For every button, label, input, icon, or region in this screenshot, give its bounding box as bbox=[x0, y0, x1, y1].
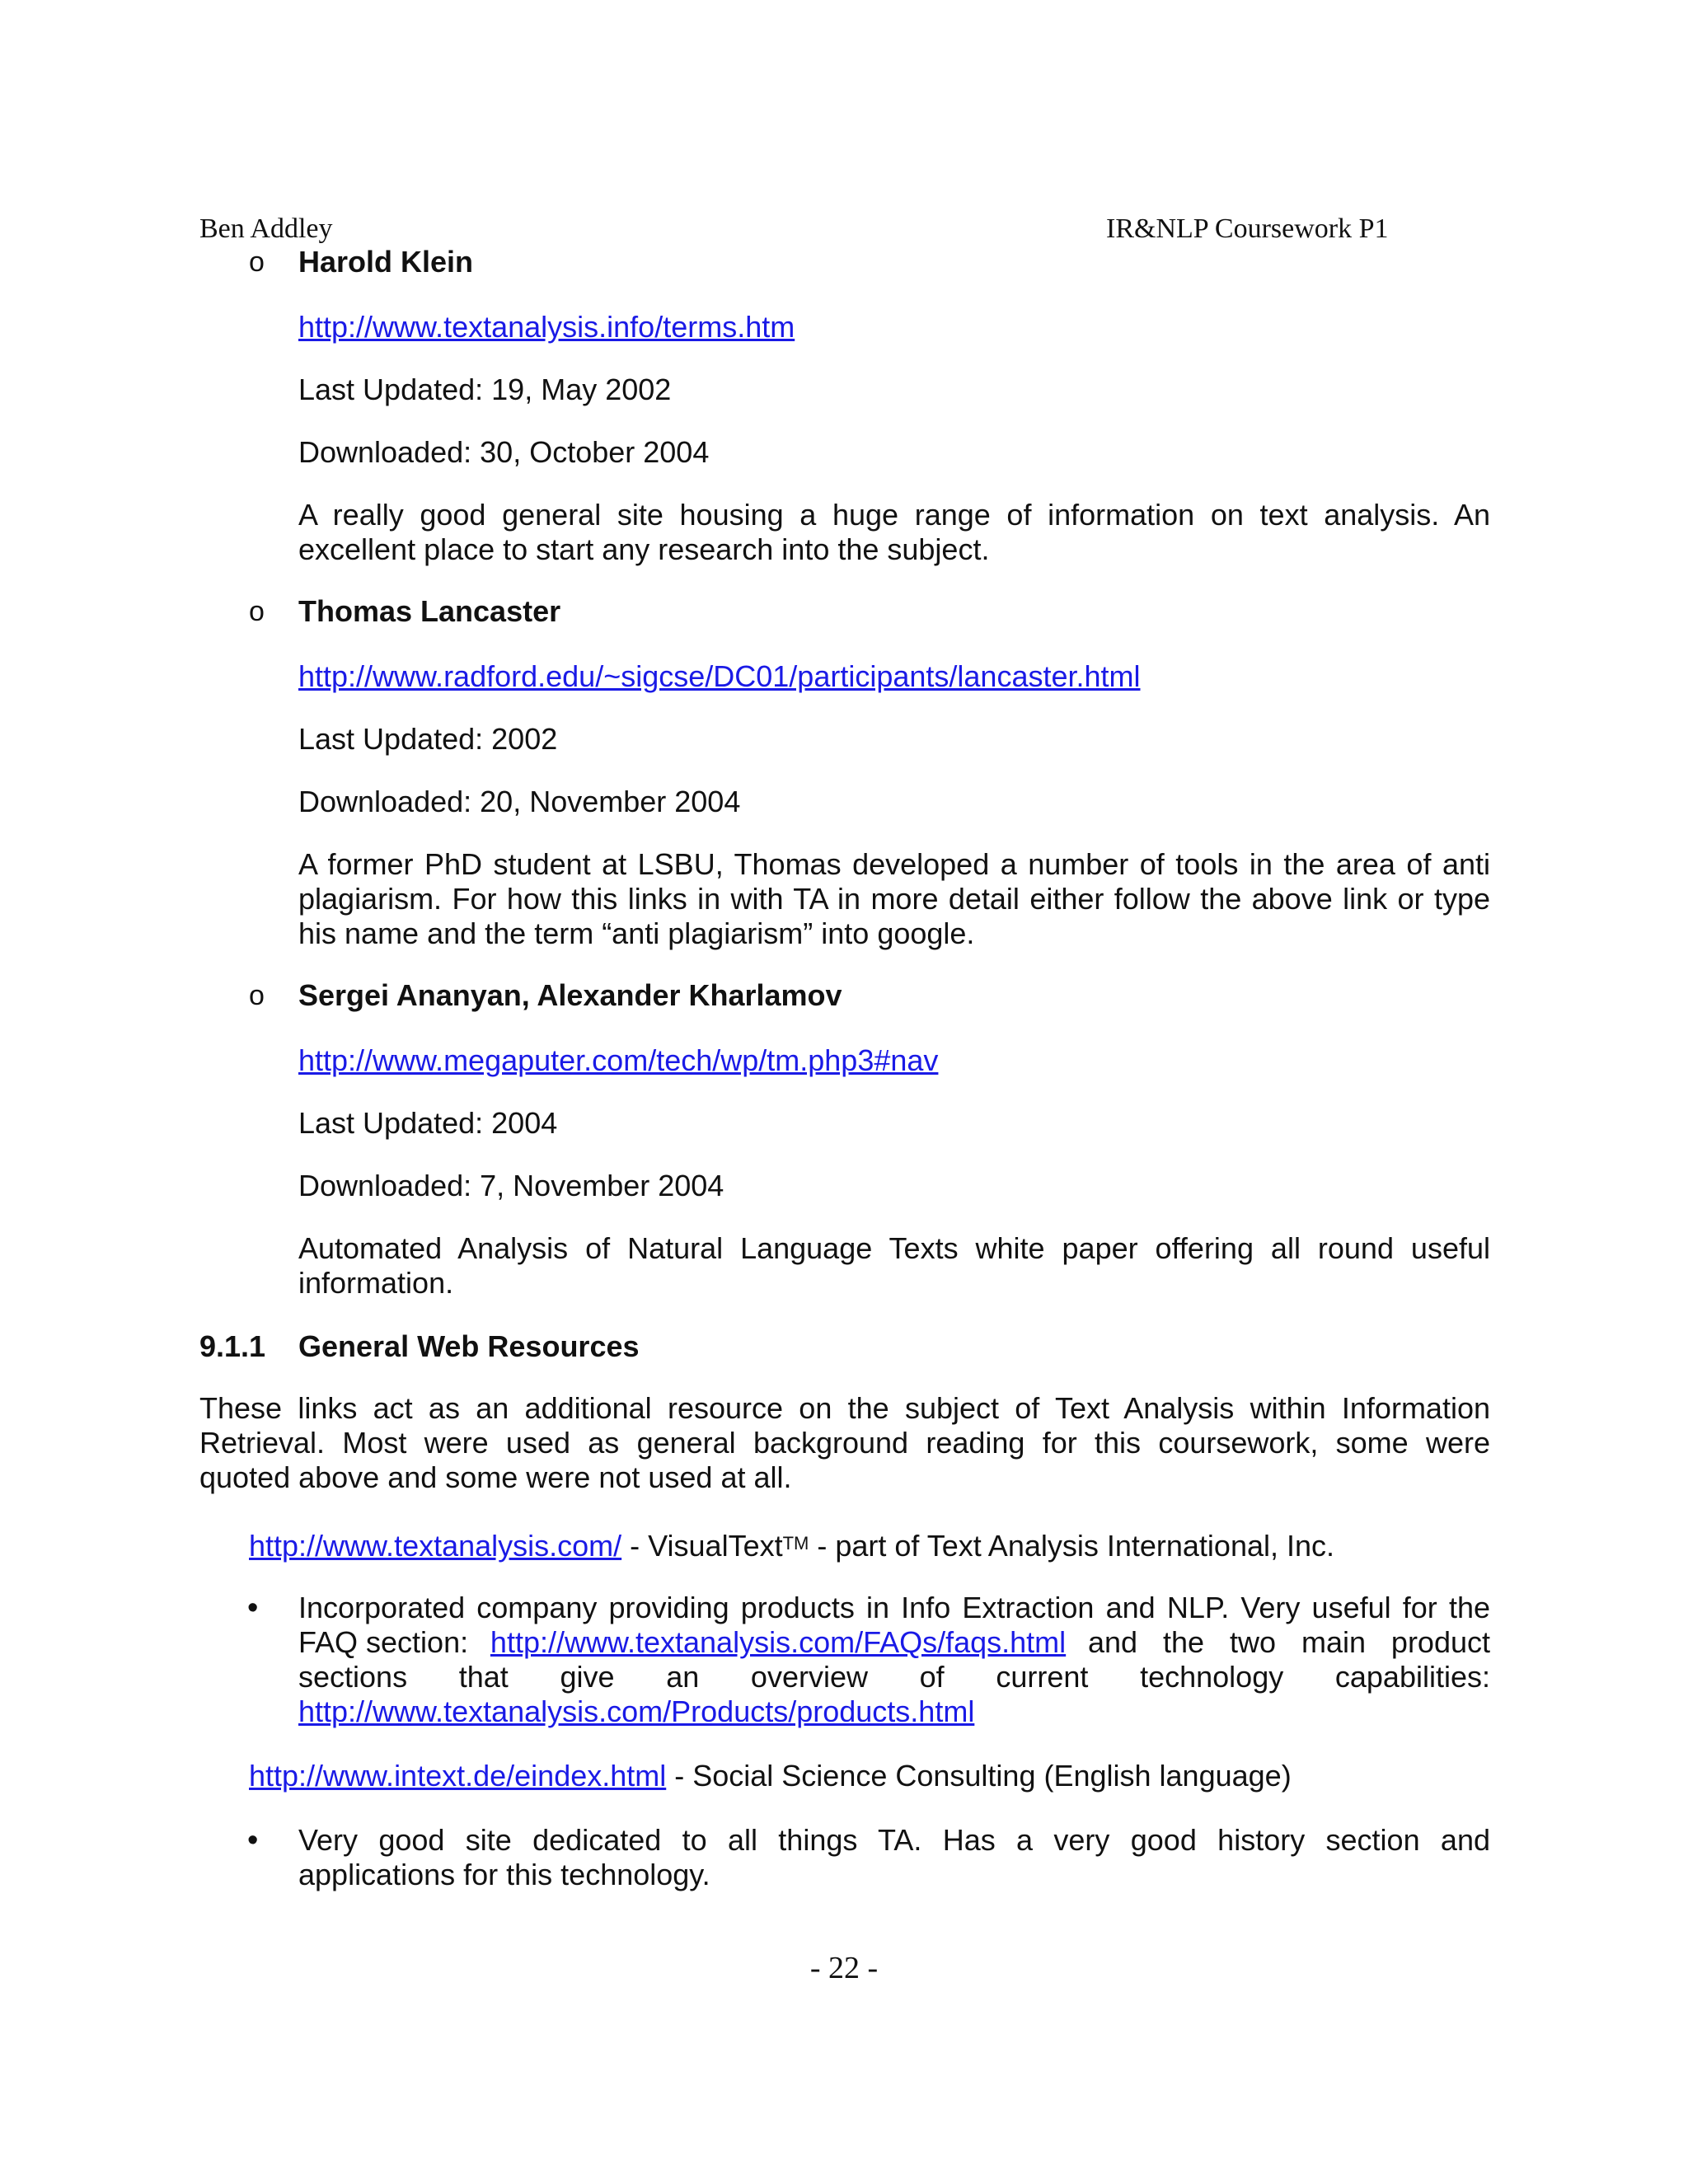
description-line: information. bbox=[298, 1266, 454, 1300]
description-line: plagiarism. For how this links in with TA in more detail either follow the above link or type bbox=[298, 882, 1490, 916]
intro-line: Retrieval. Most were used as general background reading for this coursework, some were bbox=[199, 1426, 1490, 1460]
description-line: Very good site dedicated to all things TA. Has a very good history section and bbox=[298, 1823, 1490, 1857]
page-number: - 22 - bbox=[809, 1951, 879, 1985]
bullet-icon: • bbox=[247, 1591, 259, 1625]
description-line: excellent place to start any research into the subject. bbox=[298, 532, 990, 566]
entry-last-updated: Last Updated: 19, May 2002 bbox=[298, 373, 672, 406]
description-line: Automated Analysis of Natural Language Texts white paper offering all round useful bbox=[298, 1231, 1490, 1265]
entry-description bbox=[298, 498, 1490, 567]
entry-name: Thomas Lancaster bbox=[298, 594, 561, 628]
entry-link[interactable]: http://www.radford.edu/~sigcse/DC01/participants/lancaster.html bbox=[298, 659, 1141, 693]
resource-title-rest: - part of Text Analysis International, Inc. bbox=[809, 1529, 1335, 1563]
entry-name: Harold Klein bbox=[298, 245, 474, 279]
resource-title: - VisualText bbox=[621, 1529, 783, 1563]
entry-downloaded: Downloaded: 7, November 2004 bbox=[298, 1169, 724, 1202]
entry-name: Sergei Ananyan, Alexander Kharlamov bbox=[298, 978, 842, 1012]
description-line: A really good general site housing a huge range of information on text analysis. An bbox=[298, 498, 1490, 532]
description-line bbox=[298, 1625, 1490, 1660]
entry-description bbox=[298, 847, 1490, 951]
entry-last-updated: Last Updated: 2004 bbox=[298, 1106, 558, 1140]
resource-title: - Social Science Consulting (English language) bbox=[666, 1759, 1292, 1793]
section-intro bbox=[199, 1391, 1490, 1495]
description-line: applications for this technology. bbox=[298, 1858, 710, 1891]
entry-downloaded: Downloaded: 20, November 2004 bbox=[298, 785, 741, 818]
entry-description bbox=[298, 1231, 1490, 1301]
entry-link[interactable]: http://www.megaputer.com/tech/wp/tm.php3#nav bbox=[298, 1043, 939, 1077]
description-text: and the two main product bbox=[1088, 1625, 1490, 1659]
description-line: his name and the term “anti plagiarism” into google. bbox=[298, 916, 975, 950]
resource-link[interactable]: http://www.intext.de/eindex.html bbox=[249, 1759, 667, 1793]
circle-bullet-icon: o bbox=[249, 980, 265, 1011]
description-line: Incorporated company providing products in Info Extraction and NLP. Very useful for the bbox=[298, 1591, 1490, 1624]
resource-line bbox=[249, 1526, 1334, 1563]
resource-link[interactable]: http://www.textanalysis.com/ bbox=[249, 1529, 622, 1563]
circle-bullet-icon: o bbox=[249, 596, 265, 627]
entry-link[interactable]: http://www.textanalysis.info/terms.htm bbox=[298, 310, 795, 344]
circle-bullet-icon: o bbox=[249, 246, 265, 278]
header-course: IR&NLP Coursework P1 bbox=[1106, 213, 1389, 244]
entry-last-updated: Last Updated: 2002 bbox=[298, 722, 558, 756]
intro-line: These links act as an additional resource on the subject of Text Analysis within Information bbox=[199, 1391, 1490, 1425]
description-line: A former PhD student at LSBU, Thomas developed a number of tools in the area of anti bbox=[298, 847, 1490, 881]
intro-line: quoted above and some were not used at all. bbox=[199, 1460, 792, 1494]
entry-downloaded: Downloaded: 30, October 2004 bbox=[298, 435, 710, 469]
header-author: Ben Addley bbox=[199, 213, 333, 244]
resource-description bbox=[298, 1823, 1490, 1892]
faq-link[interactable]: http://www.textanalysis.com/FAQs/faqs.html bbox=[490, 1625, 1067, 1659]
bullet-icon: • bbox=[247, 1823, 259, 1858]
description-text: FAQ section: bbox=[298, 1625, 469, 1659]
section-number: 9.1.1 bbox=[199, 1329, 266, 1363]
description-line: sections that give an overview of current technology capabilities: bbox=[298, 1660, 1490, 1694]
resource-description bbox=[298, 1591, 1490, 1729]
products-link[interactable]: http://www.textanalysis.com/Products/products.html bbox=[298, 1694, 975, 1728]
trademark-mark: TM bbox=[782, 1533, 809, 1554]
section-title: General Web Resources bbox=[298, 1329, 640, 1363]
resource-line bbox=[249, 1759, 1292, 1793]
